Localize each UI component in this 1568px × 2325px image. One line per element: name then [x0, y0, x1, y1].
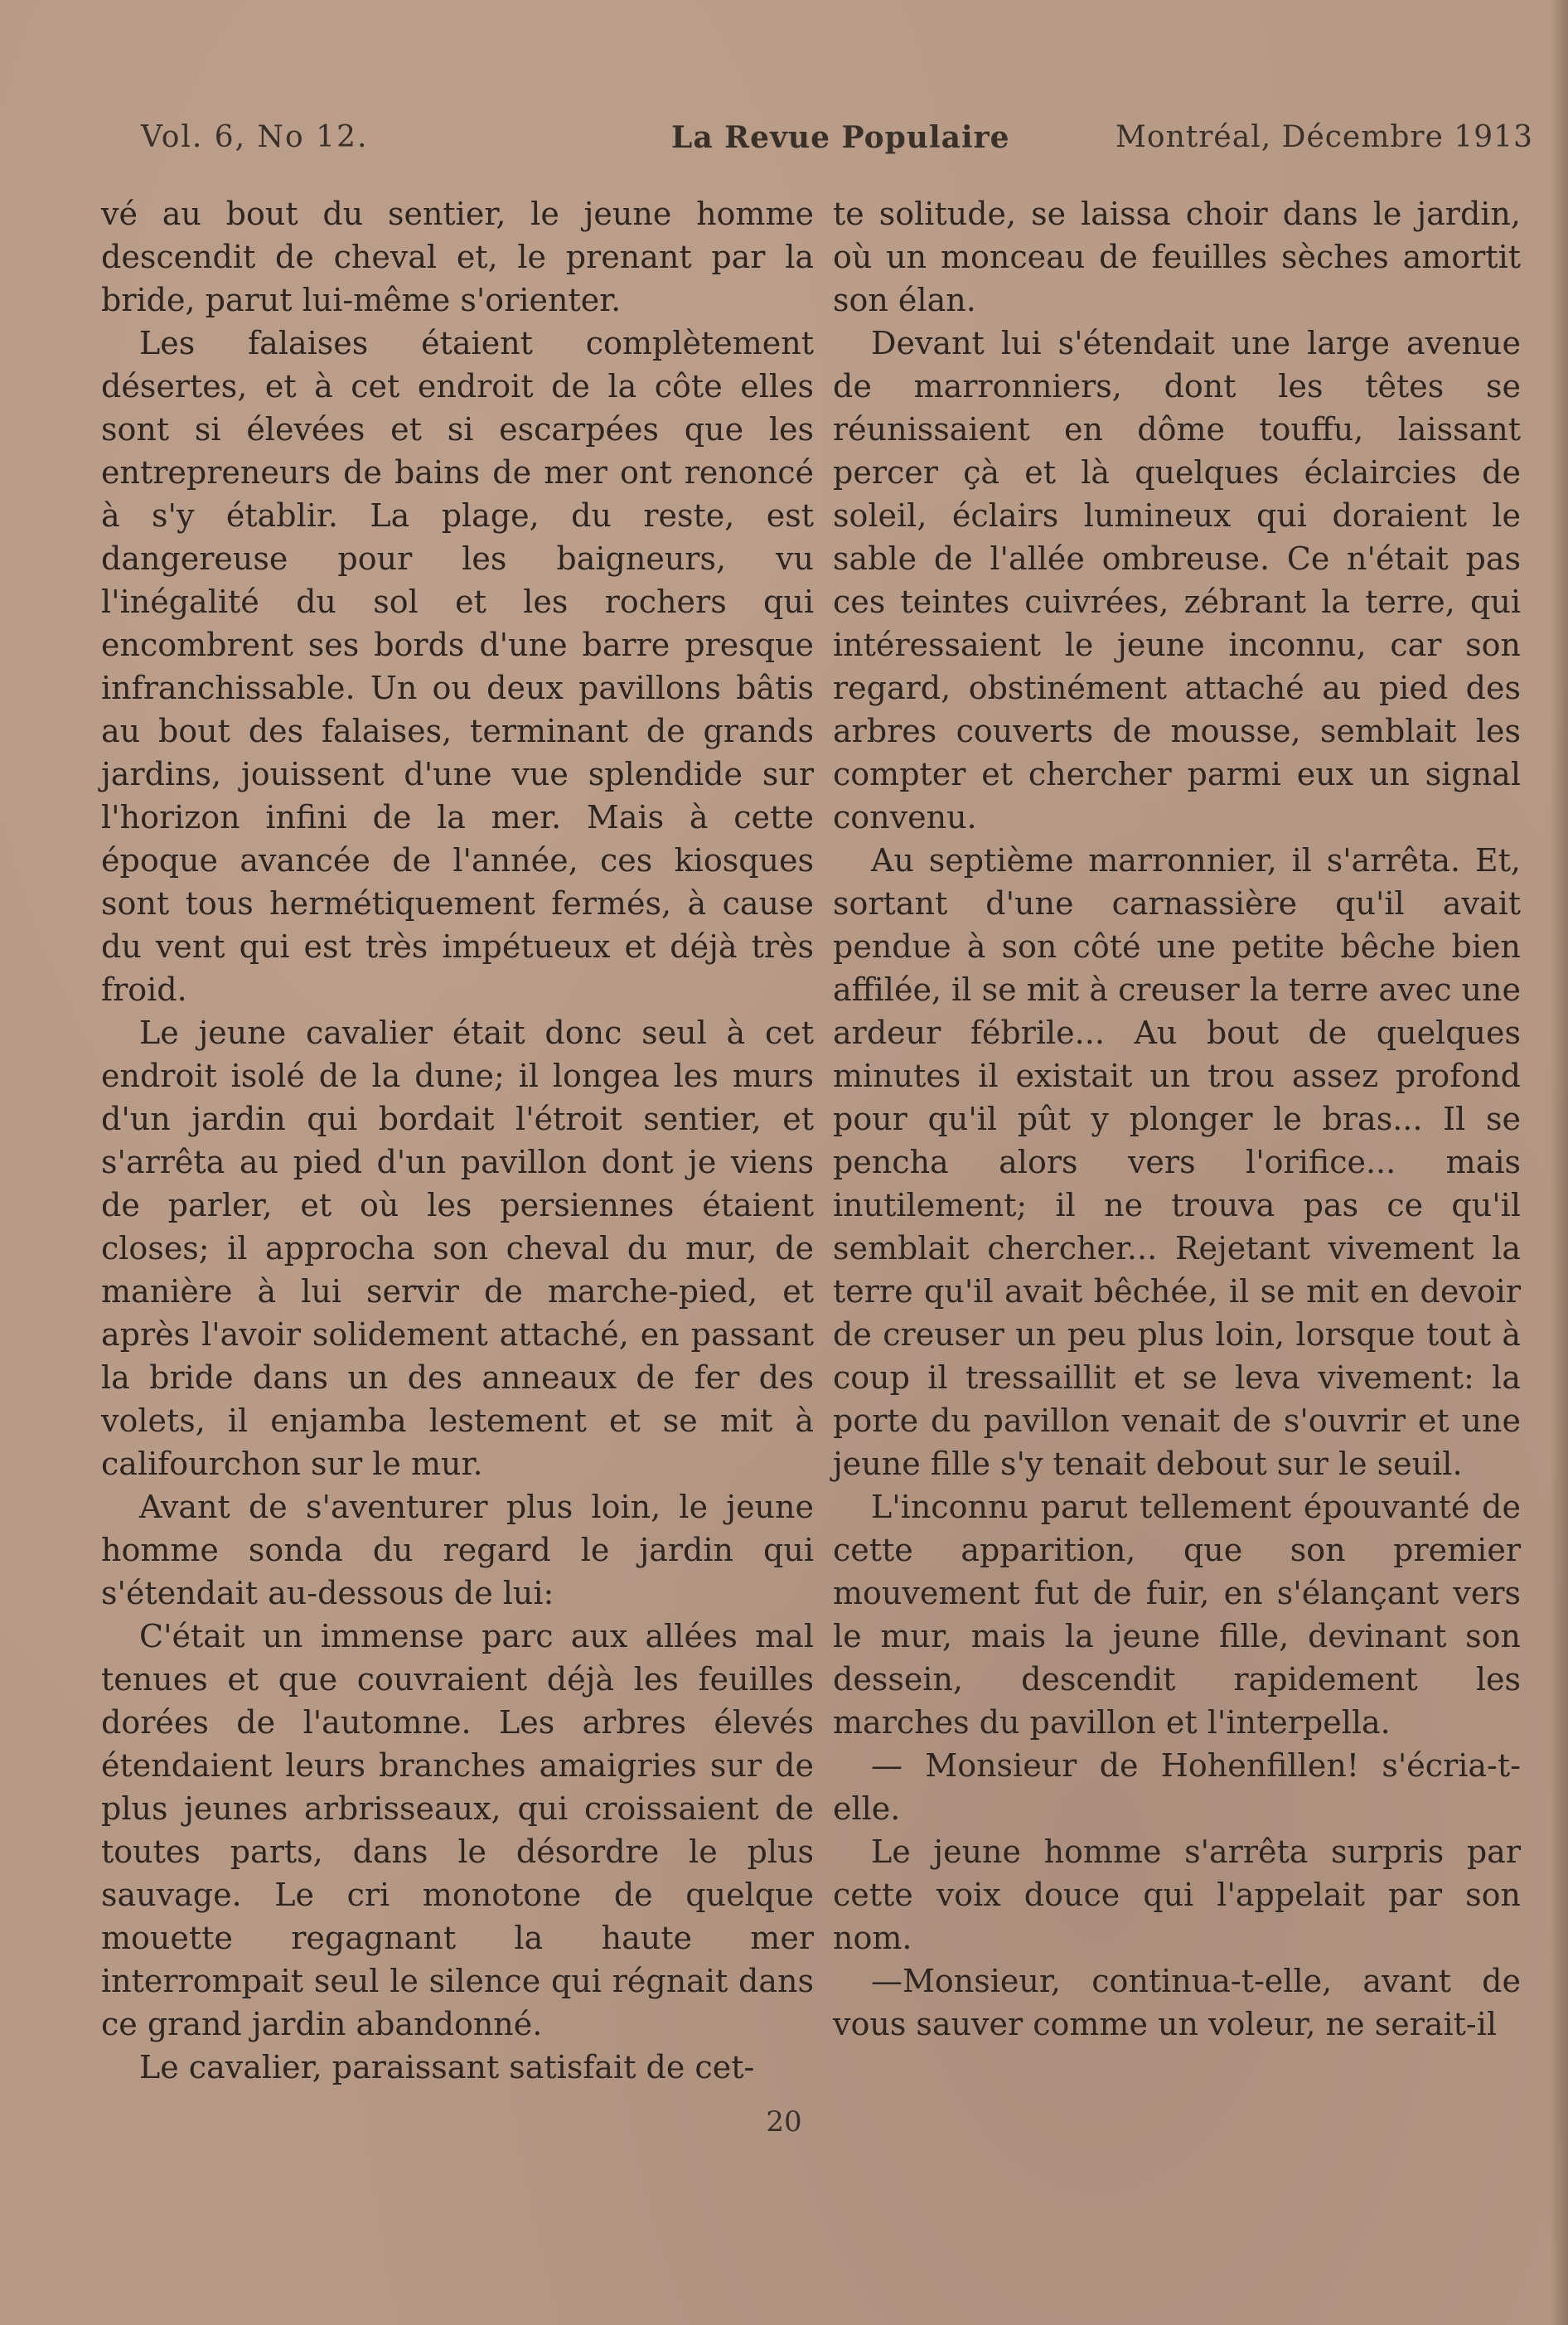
paragraph: te solitude, se laissa choir dans le jardin, où un monceau de feuilles sèches amortit son élan.: [833, 196, 1521, 318]
left-column: [101, 192, 814, 2089]
place-date: Montréal, Décembre 1913: [1116, 120, 1533, 154]
paragraph: C'était un immense parc aux allées mal tenues et que couvraient déjà les feuilles dorées de l'automne. Les arbres élevés étendaient leurs branches amaigries sur de plus jeunes arbrisseaux, qui croissaient de toutes parts, dans le désordre le plus sauvage. Le cri monotone de quelque mouette regagnant la haute mer interrompait seul le silence qui régnait dans ce grand jardin abandonné.: [101, 1618, 814, 2042]
paragraph: Avant de s'aventurer plus loin, le jeune homme sonda du regard le jardin qui s'étendait au-dessous de lui:: [101, 1489, 814, 1611]
paragraph: Les falaises étaient complètement désertes, et à cet endroit de la côte elles sont si élevées et si escarpées que les entrepreneurs de bains de mer ont renoncé à s'y établir. La plage, du reste, est dangereuse pour les baigneurs, vu l'inégalité du sol et les rochers qui encombrent ses bords d'une barre presque infranchissable. Un ou deux pavillons bâtis au bout des falaises, terminant de grands jardins, jouissent d'une vue splendide sur l'horizon infini de la mer. Mais à cette époque avancée de l'année, ces kiosques sont tous hermétiquement fermés, à cause du vent qui est très impétueux et déjà très froid.: [101, 325, 814, 1008]
paragraph: vé au bout du sentier, le jeune homme descendit de cheval et, le prenant par la bride, parut lui-même s'orienter.: [101, 196, 814, 318]
paragraph: Le jeune cavalier était donc seul à cet endroit isolé de la dune; il longea les murs d'un jardin qui bordait l'étroit sentier, et s'arrêta au pied d'un pavillon dont je viens de parler, et où les persiennes étaient closes; il approcha son cheval du mur, de manière à lui servir de marche-pied, et après l'avoir solidement attaché, en passant la bride dans un des anneaux de fer des volets, il enjamba lestement et se mit à califourchon sur le mur.: [101, 1015, 814, 1482]
running-header: [141, 120, 1533, 170]
journal-title: La Revue Populaire: [671, 120, 1010, 155]
right-column: [833, 192, 1521, 2046]
page-number: 20: [766, 2105, 802, 2139]
paragraph: Devant lui s'étendait une large avenue de marronniers, dont les têtes se réunissaient en dôme touffu, laissant percer çà et là quelques éclaircies de soleil, éclairs lumineux qui doraient le sable de l'allée ombreuse. Ce n'était pas ces teintes cuivrées, zébrant la terre, qui intéressaient le jeune inconnu, car son regard, obstinément attaché au pied des arbres couverts de mousse, semblait les compter et chercher parmi eux un signal convenu.: [833, 325, 1521, 836]
paragraph: Le cavalier, paraissant satisfait de cet-: [139, 2049, 755, 2085]
paragraph: — Monsieur de Hohenfillen! s'écria-t-elle.: [833, 1747, 1521, 1827]
volume-number: Vol. 6, No 12.: [141, 120, 369, 154]
paragraph: L'inconnu parut tellement épouvanté de cette apparition, que son premier mouvement fut de fuir, en s'élançant vers le mur, mais la jeune fille, devinant son dessein, descendit rapidement les marches du pavillon et l'interpella.: [833, 1489, 1521, 1741]
paragraph: —Monsieur, continua-t-elle, avant de vous sauver comme un voleur, ne serait-il: [833, 1963, 1521, 2042]
page-edge-shadow: [1550, 0, 1568, 2325]
paragraph: Le jeune homme s'arrêta surpris par cette voix douce qui l'appelait par son nom.: [833, 1833, 1521, 1956]
paragraph: Au septième marronnier, il s'arrêta. Et, sortant d'une carnassière qu'il avait pendue à son côté une petite bêche bien affilée, il se mit à creuser la terre avec une ardeur fébrile... Au bout de quelques minutes il existait un trou assez profond pour qu'il pût y plonger le bras... Il se pencha alors vers l'orifice... mais inutilement; il ne trouva pas ce qu'il semblait chercher... Rejetant vivement la terre qu'il avait bêchée, il se mit en devoir de creuser un peu plus loin, lorsque tout à coup il tressaillit et se leva vivement: la porte du pavillon venait de s'ouvrir et une jeune fille s'y tenait debout sur le seuil.: [833, 842, 1521, 1482]
